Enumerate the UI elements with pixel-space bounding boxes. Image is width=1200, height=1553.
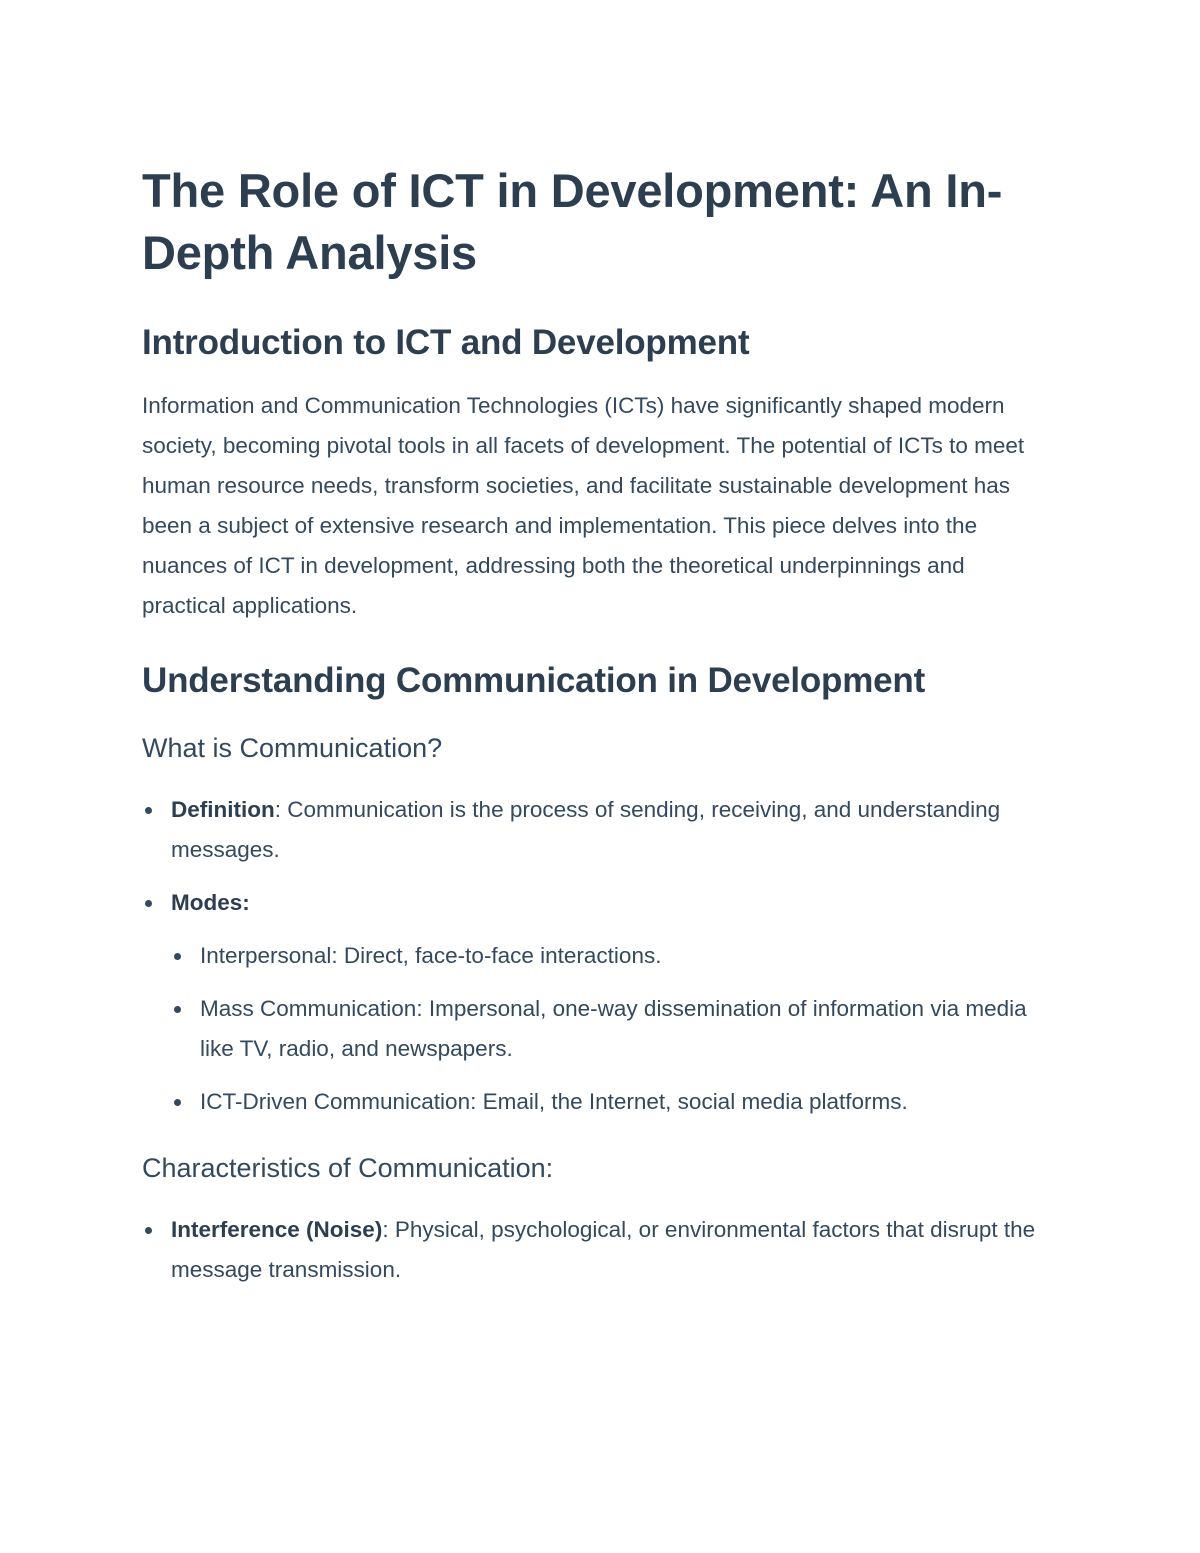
subheading-what-is-communication: What is Communication? (142, 733, 443, 763)
list-item-characteristic (142, 1210, 1047, 1290)
mode-text: Interpersonal: Direct, face-to-face interactions. (200, 943, 662, 968)
bullet-icon (145, 900, 152, 907)
subheading-characteristics: Characteristics of Communication: (142, 1153, 554, 1183)
mode-text: ICT-Driven Communication: Email, the Internet, social media platforms. (200, 1089, 908, 1114)
mode-text: Mass Communication: Impersonal, one-way dissemination of information via media like TV, radio, and newspapers. (200, 996, 1027, 1061)
what-is-list (142, 790, 1047, 1122)
bullet-icon (145, 1227, 152, 1234)
document-page (142, 160, 1047, 1290)
definition-label: Definition (171, 797, 275, 822)
characteristic-label: Interference (Noise) (171, 1217, 383, 1242)
list-item-mode (171, 989, 1047, 1069)
modes-label: Modes (171, 890, 243, 915)
list-item-modes (142, 883, 1047, 1122)
section-heading-understanding: Understanding Communication in Development (142, 661, 926, 700)
list-item-definition (142, 790, 1047, 870)
bullet-icon (174, 953, 181, 960)
characteristics-list (142, 1210, 1047, 1290)
definition-text: : Communication is the process of sending, receiving, and understanding messages. (171, 797, 1001, 862)
modes-sublist (171, 936, 1047, 1122)
characteristic-text: : Physical, psychological, or environmental factors that disrupt the message transmission. (171, 1217, 1036, 1282)
section-heading-intro: Introduction to ICT and Development (142, 323, 750, 362)
bullet-icon (174, 1006, 181, 1013)
list-item-mode (171, 1082, 1047, 1122)
modes-suffix: : (242, 890, 250, 915)
bullet-icon (174, 1099, 181, 1106)
intro-paragraph: Information and Communication Technologies (ICTs) have significantly shaped modern society, becoming pivotal tools in all facets of development. The potential of ICTs to meet human resource needs, transform societies, and facilitate sustainable development has been a subject of extensive research and implementation. This piece delves into the nuances of ICT in development, addressing both the theoretical underpinnings and practical applications. (142, 393, 1025, 618)
document-title: The Role of ICT in Development: An In-Depth Analysis (142, 164, 1003, 279)
list-item-mode (171, 936, 1047, 976)
bullet-icon (145, 807, 152, 814)
